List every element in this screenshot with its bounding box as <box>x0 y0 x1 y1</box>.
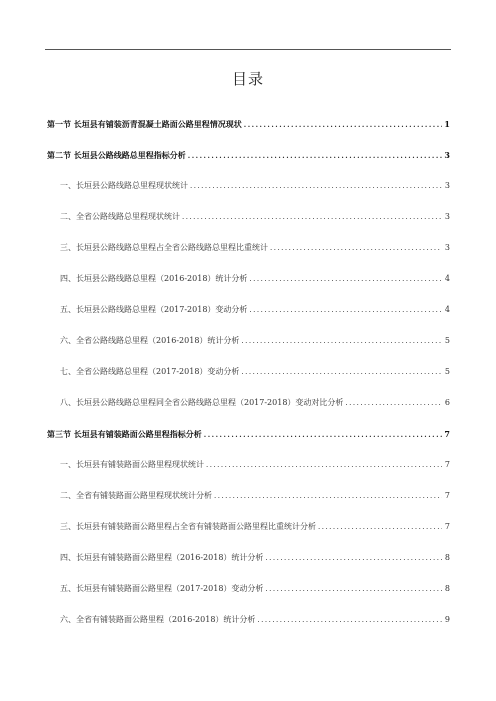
toc-entry-title: 五、长垣县公路线路总里程（2017-2018）变动分析 <box>60 305 248 314</box>
toc-page-number: 6 <box>444 398 450 407</box>
toc-dot-leader <box>270 243 442 253</box>
toc-page-number: 3 <box>444 150 450 160</box>
toc-subsection-entry[interactable] <box>47 398 450 408</box>
toc-section-entry[interactable] <box>47 150 450 161</box>
toc-title: 目录 <box>231 70 264 88</box>
toc-page-number: 3 <box>444 243 450 252</box>
toc-subsection-entry[interactable] <box>47 243 450 253</box>
toc-dot-leader <box>204 430 442 440</box>
toc-entry-title: 一、长垣县有铺装路面公路里程现状统计 <box>60 460 204 469</box>
toc-subsection-entry[interactable] <box>47 553 450 563</box>
toc-entry-title: 二、全省公路线路总里程现状统计 <box>60 212 180 221</box>
toc-page-number: 3 <box>444 181 450 190</box>
toc-page-number: 1 <box>444 119 450 129</box>
header-rule <box>45 49 451 50</box>
toc-page-number: 4 <box>444 305 450 314</box>
toc-entry-title: 三、长垣县有铺装路面公路里程占全省有铺装路面公路里程比重统计分析 <box>60 522 316 531</box>
toc-page-number: 4 <box>444 274 450 283</box>
toc-subsection-entry[interactable] <box>47 460 450 470</box>
toc-dot-leader <box>249 305 442 315</box>
toc-entry-title: 一、长垣县公路线路总里程现状统计 <box>60 181 188 190</box>
toc-dot-leader <box>244 120 442 130</box>
toc-subsection-entry[interactable] <box>47 305 450 315</box>
toc-page-number: 7 <box>444 429 450 439</box>
toc-entry-title: 五、长垣县有铺装路面公路里程（2017-2018）变动分析 <box>60 584 264 593</box>
toc-page-number: 7 <box>444 522 450 531</box>
toc-entry-title: 二、全省有铺装路面公路里程现状统计分析 <box>60 491 212 500</box>
toc-page-number: 9 <box>444 615 450 624</box>
toc-dot-leader <box>265 553 442 563</box>
toc-subsection-entry[interactable] <box>47 181 450 191</box>
toc-dot-leader <box>249 274 442 284</box>
toc-dot-leader <box>345 398 442 408</box>
toc-subsection-entry[interactable] <box>47 367 450 377</box>
toc-entry-title: 第三节 长垣县有铺装路面公路里程指标分析 <box>47 429 202 439</box>
toc-subsection-entry[interactable] <box>47 336 450 346</box>
toc-subsection-entry[interactable] <box>47 212 450 222</box>
toc-dot-leader <box>241 367 442 377</box>
toc-subsection-entry[interactable] <box>47 491 450 501</box>
toc-subsection-entry[interactable] <box>47 615 450 625</box>
toc-page-number: 8 <box>444 553 450 562</box>
toc-entry-title: 第二节 长垣县公路线路总里程指标分析 <box>47 150 186 160</box>
toc-section-entry[interactable] <box>47 429 450 440</box>
toc-section-entry[interactable] <box>47 119 450 130</box>
toc-entry-title: 四、长垣县有铺装路面公路里程（2016-2018）统计分析 <box>60 553 264 562</box>
toc-dot-leader <box>214 491 442 501</box>
toc-entry-title: 六、全省公路线路总里程（2016-2018）统计分析 <box>60 336 240 345</box>
toc-page-number: 7 <box>444 491 450 500</box>
toc-entry-title: 四、长垣县公路线路总里程（2016-2018）统计分析 <box>60 274 248 283</box>
toc-dot-leader <box>265 584 442 594</box>
toc-subsection-entry[interactable] <box>47 522 450 532</box>
toc-dot-leader <box>241 336 442 346</box>
toc-dot-leader <box>190 181 442 191</box>
toc-dot-leader <box>188 151 442 161</box>
toc-page-number: 5 <box>444 336 450 345</box>
toc-entry-title: 三、长垣县公路线路总里程占全省公路线路总里程比重统计 <box>60 243 268 252</box>
toc-page-number: 3 <box>444 212 450 221</box>
toc-dot-leader <box>257 615 442 625</box>
toc-subsection-entry[interactable] <box>47 274 450 284</box>
toc-entry-title: 六、全省有铺装路面公路里程（2016-2018）统计分析 <box>60 615 256 624</box>
toc-subsection-entry[interactable] <box>47 584 450 594</box>
toc-page-number: 8 <box>444 584 450 593</box>
toc-dot-leader <box>206 460 442 470</box>
toc-dot-leader <box>182 212 442 222</box>
toc-entry-title: 第一节 长垣县有铺装沥青混凝土路面公路里程情况现状 <box>47 119 242 129</box>
toc-page-number: 7 <box>444 460 450 469</box>
toc-entry-title: 八、长垣县公路线路总里程同全省公路线路总里程（2017-2018）变动对比分析 <box>60 398 344 407</box>
toc-dot-leader <box>318 522 442 532</box>
toc-entry-title: 七、全省公路线路总里程（2017-2018）变动分析 <box>60 367 240 376</box>
toc-page-number: 5 <box>444 367 450 376</box>
